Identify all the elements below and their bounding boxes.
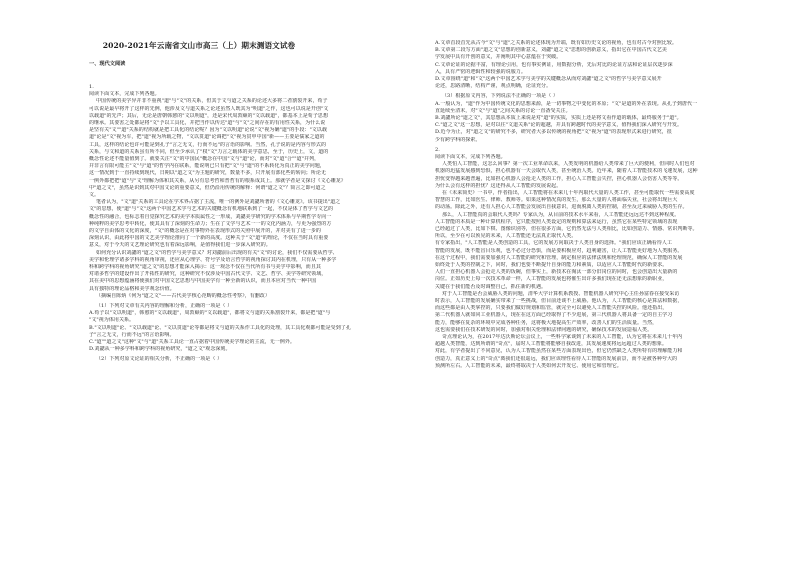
passage-paragraph-line: 是坚有关"文""道"关系的结构就是把工具化的结论呢？因为"文以明道"论说"文"视为确"道"的手段："文以载 <box>89 127 327 134</box>
item-number: 1. <box>89 84 94 90</box>
question-stem: （2）下列对原文论证的相关分析，不正确的一项是（ ） <box>96 356 223 363</box>
passage-paragraph-line: 的文学自由体的文化的深度，"文"的概念是在对事物外在表现形式的关照中展开的，并对美有了进一步的 <box>89 228 321 234</box>
passage-paragraph-line: 种纯粹的美学思考中转化，使其具有了深刻的生命力；生在了文学与艺术一一的文化内涵力，与更为强烈的方 <box>89 220 332 227</box>
passage-paragraph-line: 智能的发展，既不能盲目乐观，也不必过分恐惧，而是要积极应对，趋利避害，让人工智能更好地为人类服务。 <box>435 247 683 254</box>
question-option-line: A.荀子以"文以明道"，韩愈的"文以载道"，周敦颐的"文以载道"，都将文与道的关系割裂开来，都是把"道"与 <box>89 310 331 317</box>
passage-paragraph-line: 人们一直担心机器人会抢走人类的饭碗，但事实上，新技术在淘汰一部分旧岗位的同时，也会创造出大量新的 <box>435 269 678 276</box>
passage-paragraph-line: 文"的思想，使"道"与"文"这两个中国艺术学与艺术的关键概念有机地联系到了一起，不仅是体了哲学与文艺的 <box>89 206 334 213</box>
passage-paragraph-line: 能力，能够在复杂的环境中完成各种任务，这将极大地提高生产效率，改善人们的生活质量。当然， <box>435 319 658 326</box>
question-option-line: A.一般认为，"道"作为中国传统文化的思想来源，是一切事物之中变化的本原；"文"是道的外在表现。从孔子到唐代一 <box>435 100 698 107</box>
question-option-line: 学发展中具有开创的意义，并阐明其中心意蕴在于突破。 <box>435 54 562 61</box>
passage-paragraph-line: 创造力，真正意义上的"奇点"离我们还很遥远，我们应该理性看待人工智能的发展前景，而不是被各种夸大的 <box>435 355 678 362</box>
question-option-line: 入，具有严密的逻辑性和较强的说服力。 <box>435 68 526 75</box>
passage-paragraph-line: 中国传统的美学异并非不重视"道"与"文"的关系，但其于文与道之关系的论述大多将二者割裂开来，荀子 <box>96 98 328 105</box>
passage-paragraph-line: 而这些都是由人类掌控的，只要我们做好规划和监管，就完全可以避免人工智能失控的风险。他还指出， <box>435 305 668 312</box>
passage-paragraph-line: 对此，有学者提出了不同意见，认为人工智能虽然在某些方面表现出色，但它仍然缺乏人类所特有的理解能力和 <box>435 348 683 355</box>
passage-paragraph-line: 科和跨学科的视角研究"道之文"的思想才能深入揭示：这一观念不仅在当代所有书与美学中影响，而且其 <box>89 264 321 270</box>
passage-paragraph-line: 中"道之文"，虽然是识到其对中国文论的重要意义，但仍沿用传统的解释：何谓"道之文"？简言之即可道之 <box>89 184 326 191</box>
passage-paragraph-line: 的继承。其要害之处都是将"文"予以工具化，并把当作以传达"道"与"文"之间存在的有用性关系，为什么说 <box>89 120 326 126</box>
passage-paragraph-line: 笔者认为，"文"道"关系的工具论在学术界占据了主流，唯一的例外是刘勰所著的《文心雕龙》。该书提出"道之 <box>96 199 341 206</box>
passage-paragraph-line: 在这个过程中，我们需要加强对人工智能的研究和管理，制定相应的法律法规和伦理规范，确保人工智能的发展 <box>435 254 683 261</box>
question-option-line: B.刘勰所论"道之文"，其思想从本质上来说是对"道"的实质，实质上还是将文看作道的载体，最终服务于"道"。 <box>435 115 682 121</box>
question-option-line: D.近今为止，对"道之文"的研究不多，研究者大多以传统的视角把"文"视为"道"的表现形式来进行研究，很 <box>435 129 672 136</box>
question-option-line: B.文章第二段写方面"道之文"思想的创新意义，刘勰"道之文"思想的创新意义，指出它在中国古代文艺美 <box>435 47 667 54</box>
source-citation: （摘编自陈炳《何为"道之文"——古代美学核心范畴的概念性考察》，有删改） <box>96 292 270 299</box>
passage-paragraph-line: 这也需要我们在技术研发的同时，加强对相关伦理和法律问题的研究，确保技术的发展造福人类。 <box>435 326 653 333</box>
passage-paragraph-line: 担忧变得越来越普遍，比如担心机器人会抢走人类的工作，担心人工智能会失控，担心机器人会伤害人类等等。 <box>435 175 683 182</box>
passage-paragraph-line: 的动荡。除此之外，还有人担心人工智能会发展出自我意识，进而脱离人类的控制，甚至反过来威胁人类的生存。 <box>435 204 688 211</box>
question-option-line: 少有跨学科的探索。 <box>435 136 481 143</box>
item-number: 2. <box>435 146 440 153</box>
passage-paragraph-line: 所以，至少在可以预见的未来，人工智能还无法真正取代人类。 <box>435 233 577 240</box>
passage-paragraph-line: 文。 <box>89 192 100 198</box>
question-option-line: 直延续至清末，对"文"与"道"之间关系的讨论一直备受关注。 <box>435 107 571 114</box>
passage-paragraph-line: 如何充分认识刘勰的"道之文"的哲学与美学意义？对刘勰前后出现的有关"文"的讨论，我们不仅需要从哲学、 <box>96 249 338 256</box>
passage-paragraph-line: 机器的迅猛发展感到恐惧，担心机器有一天会取代人类，甚至统治人类。近年来，随着人工智能技术的飞速发展，这种 <box>435 168 698 175</box>
passage-paragraph-line: 一例外都把把"道"与"文"理解为体和其关系，从另有思考哲和普哲有的根系成其上。那就学者是文探讨《文心雕龙》 <box>89 177 346 184</box>
passage-paragraph-line: 在《未来简史》一书中，作者指出，人工智能将在未来几十年内取代大量的人类工作，甚至可能取代一些需要高度 <box>442 190 695 196</box>
passage-paragraph-line: 以载道"的先声；其后，无论是唐朝韩愈的"文以明道"，还是宋代周敦颐的"文以载道"，都基本上是荀子思想 <box>89 112 329 119</box>
passage-paragraph-line: 奇点理论认为，在2017年达沃斯论坛会议上，一些科学家谈到了未来的人工智能，认为它将在未来几十年内 <box>442 334 683 340</box>
passage-paragraph-line: 对于人工智能是否会威胁人类的问题，清华大学计算机系教授、智能机器人研究中心主任孙富春在接受采访 <box>442 290 680 297</box>
passage-paragraph-line: 时表示，人工智能的发展确实带来了一些挑战，但目前还谈不上威胁。他认为，人工智能的核心是算法和数据， <box>435 298 683 304</box>
page-title: 2020-2021年云南省文山市高三（上）期末测语文试卷 <box>102 41 296 50</box>
question-option-line: B."文以明道"论、"文以载道"论、"文以贯道"论等都是将文与道的关系作工具化的处理，其工具化观都可能是受到了孔 <box>89 324 351 331</box>
passage-paragraph-line: 具有独特的理论品格和美学观念价值。 <box>89 285 175 292</box>
passage-paragraph-line: 有专家指出，"人工智能是人类创造的工具，它的发展方向取决于人类自身的选择。"我们应该正确看待人工 <box>435 240 673 247</box>
question-option-line: D.文章围绕"道"和"文"这两个中国艺术学与美学的关键概念从而对刘勰"道之文"的哲学与美学意义展开 <box>435 76 662 82</box>
question-option-line: C."道""道之文"这种"文"与"道"关系工具论一直占据着中国传统美学理论的主流，无一例外。 <box>89 339 295 345</box>
question-stem: （3）根据原文内容，下列说法不正确的一项是（ ） <box>442 93 558 100</box>
section-heading: 一、现代文阅读 <box>89 61 126 67</box>
passage-paragraph-line: 可以说是最早将开了这样的先例，他涉及文与道关系之论述虽然人既其为"明道"之作，这也可以说是开创"文 <box>89 105 329 112</box>
passage-paragraph-line: 并非言有限可能主"文"与"道"的哲学内在联系，能说明已只有把"文"与"道"的不系转化为真正的美学问题， <box>89 163 325 170</box>
question-stem: （1）下列对文章有关内容的理解和分析，正确的一项是（ ） <box>96 303 233 309</box>
passage-paragraph-line: 关键在于我们能否及时调整自己，抓住新的机遇。 <box>435 283 547 290</box>
question-option-line: C."道之文"这一思想，是对以往"文道关系"论的超越，并具有跨越时代的美学意义，值得我们深入研究与开发。 <box>435 122 683 129</box>
instruction-text: 阅读下面文本，完成下列各题。 <box>435 154 506 160</box>
question-option-line: D.刘勰从一种多学科和跨学科的视角研究，"道之文"观念深刻。 <box>89 346 231 353</box>
passage-paragraph-line: 岗位。正如历史上每一次技术革命一样，人工智能的发展也将催生出许多我们现在还无法想象的新职业， <box>435 276 668 283</box>
passage-paragraph-line: 关系，与文和道的关系虽有所不同，但至少承认了"权"文"力言之载体的美学意思，至于，历史上，文，道的 <box>89 148 329 155</box>
passage-paragraph-line: 深刻认识，由此将中国的文艺美学理论推向了一个新的高度。这种关于"文"道"的理论，不仅在当时具有重要 <box>89 235 329 242</box>
passage-paragraph-line: 那么，人工智能真的会取代人类吗？专家认为，从目前的技术水平来看，人工智能还远远达不到这种程度。 <box>442 211 680 218</box>
passage-paragraph-line: 人类怕人工智能，这怎么回事？第一次工业革命以来，人类发明的机器给人类带来了巨大的便利，但同时人们也对 <box>442 161 695 168</box>
passage-paragraph-line: 工具，这样的结论也许可能是到孔子"言之无文，行而不远"的言语的影响。当然，孔子说的是内容与形式的 <box>89 141 327 148</box>
passage-paragraph-line: 超越人类智能，达到所谓的"奇点"，届时人工智能将能够自我改进，其发展速度将远远超过人类的想象。 <box>435 341 667 348</box>
question-option-line: A.文章首段首先从古今"文"与"道"之关系的论述体现为开端，既有如历史文论的视角，也有对古今对照比较。 <box>435 40 677 46</box>
right-column <box>398 0 794 562</box>
passage-paragraph-line: 为什么会有这样的担忧？这还得从人工智能的发展说起。 <box>435 182 562 189</box>
instruction-text: 阅读下面文本，完成下列各题。 <box>89 91 160 98</box>
question-option-line: C.文章论证的论据丰富，有理论引用，也有事实例证，用数据分析，先后对比的论证方法和论证层次逐步深 <box>435 61 673 68</box>
passage-paragraph-line: 概念性的融合，也标志着自觉探究艺术的美学本质属性之一形成，刘勰美学研究的学术体系与早期哲学专向一 <box>89 213 332 220</box>
passage-paragraph-line: 意义，对于今天的文艺理论研究也有着深远影响，是值得我们进一步深入研究的。 <box>89 242 271 249</box>
passage-paragraph-line: 道"论是"文"视为车，把"道"视为所载之物，"文以贯道"论调把"文"视为贯申中国"新——主要是儒家之道的 <box>89 134 325 141</box>
question-option-line: 子"言之无文，行而不远"的言语影响。 <box>89 331 175 338</box>
question-option-line: "文"视为体用关系。 <box>89 317 135 324</box>
passage-paragraph-line: 第二代机器人就如同工业机器人，现在在这方面已经取得了不少进展，第三代机器人将具备一定的自主学习 <box>435 312 673 319</box>
passage-paragraph-line: 预测所左右。人工智能的未来，最终将取决于人类如何去开发它、使用它和管理它。 <box>435 362 622 369</box>
passage-paragraph-line: 美学和伦理学诸多学科的视角审视，还应从心理学、符号学及语言哲学的视角探讨其内在机理，只有从一种多学 <box>89 256 337 263</box>
passage-paragraph-line: 人工智能的本质是一种计算机程序，它只能按照人类设定的规则和算法来运行，虽然它在某些特定领域的表现 <box>435 218 678 225</box>
passage-paragraph-line: 智慧的工作，比如医生、律师、教师等。如果这种情况真的发生，那么大量的人将面临失业，社会将出现巨大 <box>435 197 678 204</box>
passage-paragraph-line: 对诸多哲学的建设作出了开拓性的研究，这种研究不仅涉及中国古代文学、文艺、哲学、美学等研究领域， <box>89 271 327 278</box>
passage-paragraph-line: 已经超过了人类，比如下棋、图像识别等，但在很多方面，它仍然无法与人类相比，比如创造力、情感、常识判断等。 <box>435 226 698 232</box>
passage-paragraph-line: 概念性论述不能量值到了。就要关注"文"的中国民"概念在中国"文与"道"论，而对"文"道"合""道"并列， <box>89 156 320 162</box>
passage-paragraph-line: 其在美中的思想蕴涵将使我们对中国文艺思想与中国美学有一种全新的认识，而且本应对当代一种中国 <box>89 278 317 285</box>
passage-paragraph-line: 这一情况到于一直持续到现代，日期以"道之文"为主题的研究，数量不多，只开展有部化些的转向；所论无 <box>89 170 327 177</box>
question-option-line: 论述，思路清晰，结构严谨，观点明确，论证充分。 <box>435 83 552 90</box>
passage-paragraph-line: 始终处于人类的控制之下，同时，我们也要不断提升自身的能力和素质，以适应人工智能时代的新要求。 <box>435 262 668 268</box>
